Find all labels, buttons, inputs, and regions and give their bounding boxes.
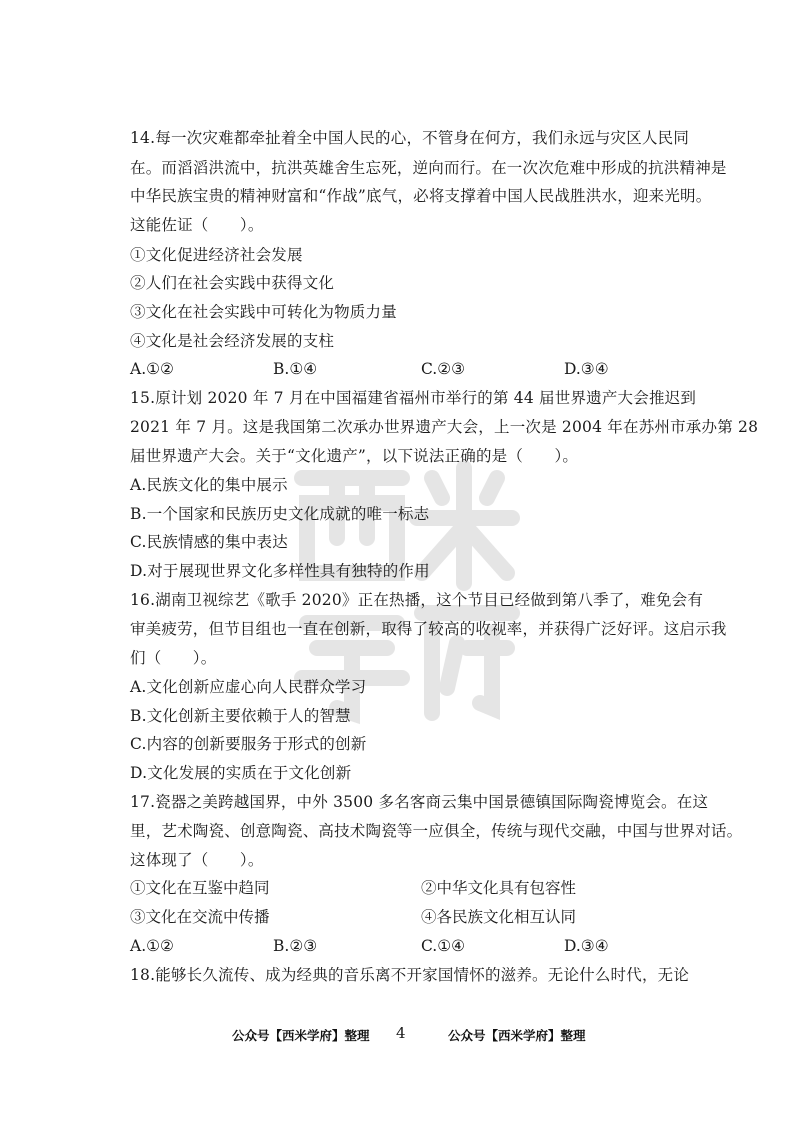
footer-left-note: 公众号【西米学府】整理 (232, 1028, 370, 1043)
footer-right-note: 公众号【西米学府】整理 (448, 1028, 586, 1043)
q14-statement-3: ③文化在社会实践中可转化为物质力量 (130, 303, 397, 321)
q17-option-a: A.①② (130, 937, 174, 955)
q17-line-1: 17.瓷器之美跨越国界，中外 3500 多名客商云集中国景德镇国际陶瓷博览会。在这 (130, 793, 709, 811)
q14-statement-4: ④文化是社会经济发展的支柱 (130, 332, 335, 350)
q15-line-1: 15.原计划 2020 年 7 月在中国福建省福州市举行的第 44 届世界遗产大会推迟到 (130, 389, 697, 407)
q16-option-c: C.内容的创新要服务于形式的创新 (130, 735, 367, 753)
q15-line-2: 2021 年 7 月。这是我国第二次承办世界遗产大会，上一次是 2004 年在苏州市承办第 28 (130, 418, 759, 436)
q17-statement-1: ①文化在互鉴中趋同 (130, 879, 270, 897)
q14-option-b: B.①④ (273, 360, 318, 378)
page-number: 4 (396, 1024, 406, 1042)
q15-option-b: B.一个国家和民族历史文化成就的唯一标志 (130, 505, 430, 523)
q17-option-c: C.①④ (421, 937, 466, 955)
q16-option-d: D.文化发展的实质在于文化创新 (130, 764, 352, 782)
q16-line-3: 们（ ）。 (130, 649, 217, 667)
q16-line-2: 审美疲劳，但节目组也一直在创新，取得了较高的收视率，并获得广泛好评。这启示我 (130, 620, 727, 638)
q16-line-1: 16.湖南卫视综艺《歌手 2020》正在热播，这个节目已经做到第八季了，难免会有 (130, 591, 704, 609)
q15-line-3: 届世界遗产大会。关于“文化遗产”，以下说法正确的是（ ）。 (130, 447, 579, 465)
q17-statement-4: ④各民族文化相互认同 (421, 908, 577, 926)
q14-line-3: 中华民族宝贵的精神财富和“作战”底气，必将支撑着中国人民战胜洪水，迎来光明。 (130, 187, 712, 205)
q17-line-3: 这体现了（ ）。 (130, 851, 264, 869)
q17-option-b: B.②③ (273, 937, 318, 955)
q14-statement-2: ②人们在社会实践中获得文化 (130, 274, 335, 292)
q14-option-a: A.①② (130, 360, 174, 378)
q14-line-1: 14.每一次灾难都牵扯着全中国人民的心，不管身在何方，我们永远与灾区人民同 (130, 129, 690, 147)
q16-option-a: A.文化创新应虚心向人民群众学习 (130, 678, 367, 696)
q17-line-2: 里，艺术陶瓷、创意陶瓷、高技术陶瓷等一应俱全，传统与现代交融，中国与世界对话。 (130, 822, 743, 840)
q16-option-b: B.文化创新主要依赖于人的智慧 (130, 707, 351, 725)
q15-option-d: D.对于展现世界文化多样性具有独特的作用 (130, 562, 430, 580)
q14-option-d: D.③④ (564, 360, 609, 378)
q14-line-2: 在。而滔滔洪流中，抗洪英雄舍生忘死，逆向而行。在一次次危难中形成的抗洪精神是 (130, 159, 727, 177)
q17-option-d: D.③④ (564, 937, 609, 955)
q14-statement-1: ①文化促进经济社会发展 (130, 246, 303, 264)
q15-option-a: A.民族文化的集中展示 (130, 476, 288, 494)
q17-statement-2: ②中华文化具有包容性 (421, 879, 577, 897)
q18-line-1: 18.能够长久流传、成为经典的音乐离不开家国情怀的滋养。无论什么时代，无论 (130, 966, 690, 984)
q15-option-c: C.民族情感的集中表达 (130, 533, 288, 551)
q17-statement-3: ③文化在交流中传播 (130, 908, 270, 926)
q14-option-c: C.②③ (421, 360, 466, 378)
q14-line-4: 这能佐证（ ）。 (130, 216, 264, 234)
